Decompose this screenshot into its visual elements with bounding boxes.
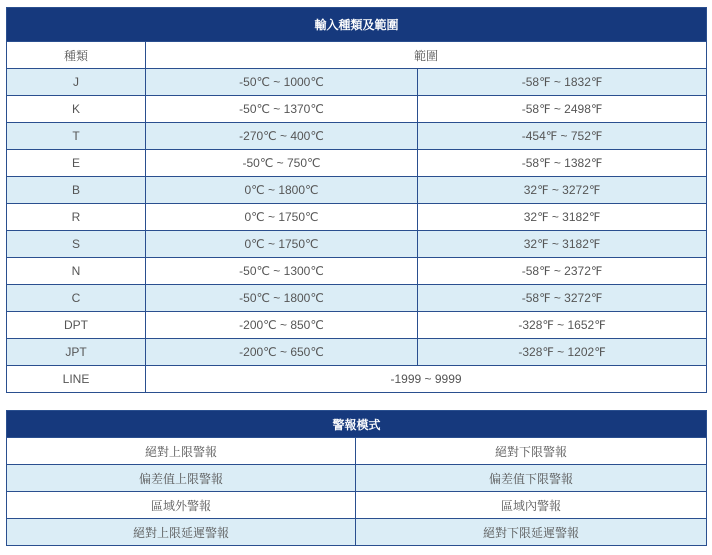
alarm-mode: 區域外警報 [7, 492, 356, 519]
alarm-mode: 絕對下限延遲警報 [356, 519, 707, 546]
sensor-type: R [7, 204, 146, 231]
fahrenheit-range: 32℉ ~ 3272℉ [418, 177, 707, 204]
sensor-type: B [7, 177, 146, 204]
sensor-type: T [7, 123, 146, 150]
sensor-type: J [7, 69, 146, 96]
table-row [7, 285, 707, 312]
table-row [7, 339, 707, 366]
table-row [7, 123, 707, 150]
celsius-range: -50℃ ~ 1800℃ [146, 285, 418, 312]
table-row [7, 519, 707, 546]
table-row [7, 366, 707, 393]
fahrenheit-range: 32℉ ~ 3182℉ [418, 204, 707, 231]
table-row [7, 96, 707, 123]
table-row [7, 438, 707, 465]
column-header-type: 種類 [7, 42, 146, 69]
alarm-mode: 偏差值上限警報 [7, 465, 356, 492]
sensor-type: K [7, 96, 146, 123]
fahrenheit-range: -328℉ ~ 1202℉ [418, 339, 707, 366]
sensor-type: E [7, 150, 146, 177]
table-row [7, 69, 707, 96]
alarm-mode: 區域內警報 [356, 492, 707, 519]
alarm-mode-table [6, 410, 707, 546]
alarm-mode: 絕對下限警報 [356, 438, 707, 465]
table-row [7, 492, 707, 519]
table-row [7, 312, 707, 339]
fahrenheit-range: -58℉ ~ 3272℉ [418, 285, 707, 312]
alarm-mode: 絕對上限延遲警報 [7, 519, 356, 546]
table-row [7, 177, 707, 204]
celsius-range: 0℃ ~ 1750℃ [146, 231, 418, 258]
table-row [7, 150, 707, 177]
sensor-type: DPT [7, 312, 146, 339]
alarm-table-title: 警報模式 [7, 411, 707, 438]
celsius-range: -200℃ ~ 650℃ [146, 339, 418, 366]
celsius-range: -50℃ ~ 1000℃ [146, 69, 418, 96]
celsius-range: -50℃ ~ 1300℃ [146, 258, 418, 285]
fahrenheit-range: -454℉ ~ 752℉ [418, 123, 707, 150]
range-table-title: 輸入種類及範圍 [7, 8, 707, 42]
input-range-table [6, 7, 707, 393]
fahrenheit-range: -58℉ ~ 1832℉ [418, 69, 707, 96]
table-row [7, 231, 707, 258]
celsius-range: 0℃ ~ 1750℃ [146, 204, 418, 231]
sensor-type: N [7, 258, 146, 285]
column-header-range: 範圍 [146, 42, 707, 69]
sensor-type: LINE [7, 366, 146, 393]
fahrenheit-range: -58℉ ~ 2372℉ [418, 258, 707, 285]
celsius-range: -50℃ ~ 1370℃ [146, 96, 418, 123]
line-range: -1999 ~ 9999 [146, 366, 707, 393]
fahrenheit-range: -328℉ ~ 1652℉ [418, 312, 707, 339]
fahrenheit-range: 32℉ ~ 3182℉ [418, 231, 707, 258]
celsius-range: -200℃ ~ 850℃ [146, 312, 418, 339]
celsius-range: -270℃ ~ 400℃ [146, 123, 418, 150]
sensor-type: S [7, 231, 146, 258]
sensor-type: C [7, 285, 146, 312]
alarm-mode: 絕對上限警報 [7, 438, 356, 465]
table-row [7, 258, 707, 285]
fahrenheit-range: -58℉ ~ 1382℉ [418, 150, 707, 177]
alarm-mode: 偏差值下限警報 [356, 465, 707, 492]
sensor-type: JPT [7, 339, 146, 366]
fahrenheit-range: -58℉ ~ 2498℉ [418, 96, 707, 123]
table-row [7, 465, 707, 492]
table-row [7, 204, 707, 231]
celsius-range: 0℃ ~ 1800℃ [146, 177, 418, 204]
celsius-range: -50℃ ~ 750℃ [146, 150, 418, 177]
